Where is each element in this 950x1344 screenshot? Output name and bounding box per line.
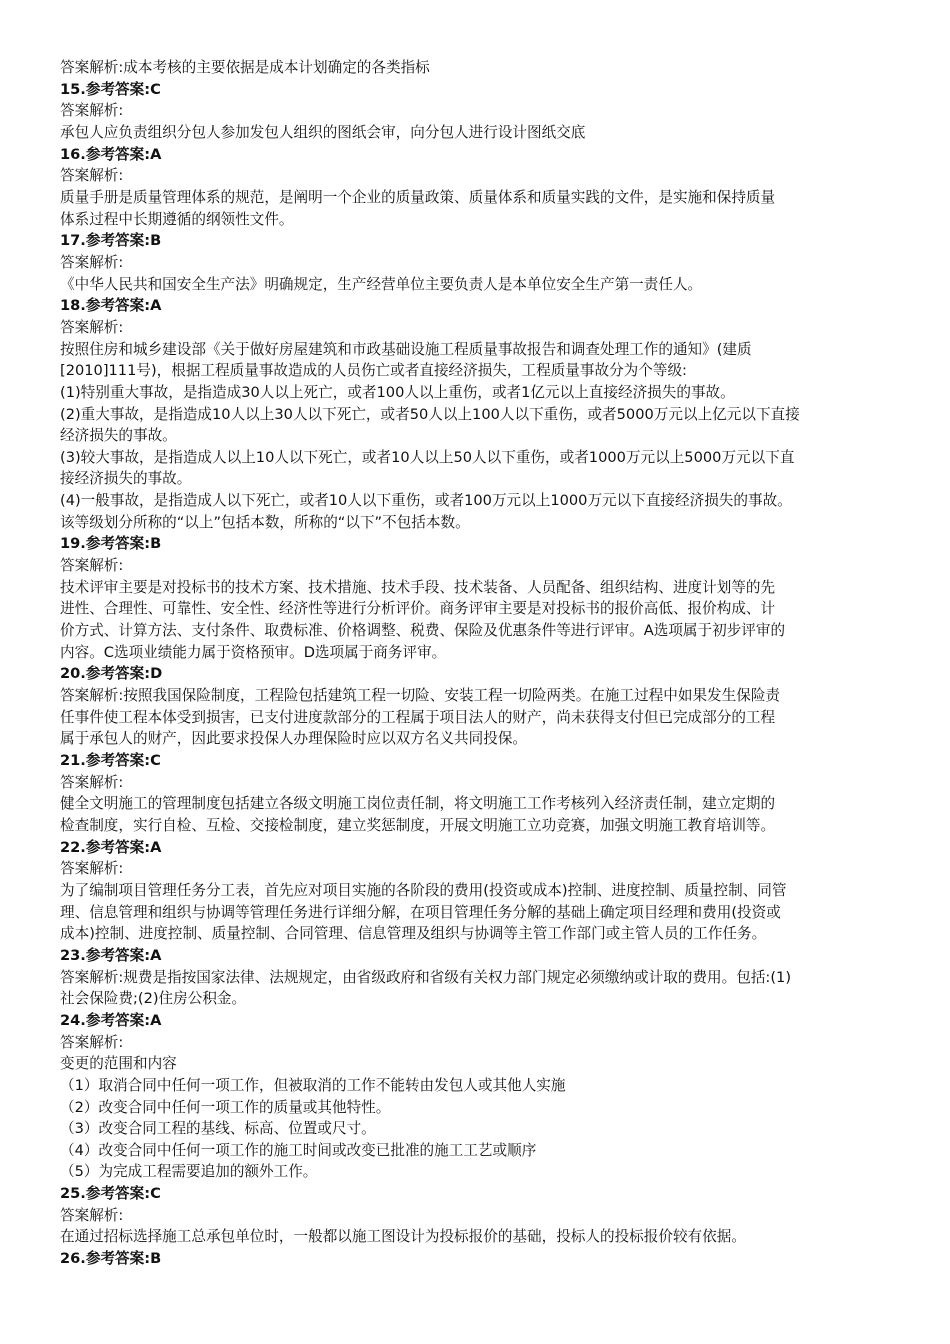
explanation-line: 理、信息管理和组织与协调等管理任务进行详细分解，在项目管理任务分解的基础上确定项目经理和费用(投资或 (60, 903, 781, 921)
explanation-line: 承包人应负责组织分包人参加发包人组织的图纸会审，向分包人进行设计图纸交底 (60, 123, 586, 141)
explanation-line: 《中华人民共和国安全生产法》明确规定，生产经营单位主要负责人是本单位安全生产第一责任人。 (60, 275, 703, 293)
explanation-line: 按照住房和城乡建设部《关于做好房屋建筑和市政基础设施工程质量事故报告和调查处理工作的通知》(建质 (60, 340, 752, 358)
explanation-line: 答案解析: (60, 1033, 124, 1051)
answer-heading: 16.参考答案:A (60, 145, 162, 163)
explanation-line: 价方式、计算方法、支付条件、取费标准、价格调整、税费、保险及优惠条件等进行评审。A选项属于初步评审的 (60, 622, 786, 640)
explanation-line: 进性、合理性、可靠性、安全性、经济性等进行分析评价。商务评审主要是对投标书的报价高低、报价构成、计 (60, 600, 776, 618)
explanation-line: (3)较大事故，是指造成人以上10人以下死亡，或者10人以上50人以下重伤，或者1000万元以上5000万元以下直 (60, 448, 795, 466)
explanation-line: 答案解析:成本考核的主要依据是成本计划确定的各类指标 (60, 59, 430, 76)
answer-heading: 17.参考答案:B (60, 232, 162, 250)
explanation-line: 质量手册是质量管理体系的规范，是阐明一个企业的质量政策、质量体系和质量实践的文件，是实施和保持质量 (60, 188, 776, 206)
explanation-line: 经济损失的事故。 (60, 427, 177, 445)
explanation-line: 答案解析: (60, 773, 124, 791)
explanation-line: 接经济损失的事故。 (60, 470, 192, 488)
explanation-line: 体系过程中长期遵循的纲领性文件。 (60, 210, 294, 228)
explanation-line: 技术评审主要是对投标书的技术方案、技术措施、技术手段、技术装备、人员配备、组织结构、进度计划等的先 (60, 578, 776, 596)
answer-heading: 24.参考答案:A (60, 1011, 162, 1029)
explanation-line: 内容。C选项业绩能力属于资格预审。D选项属于商务评审。 (60, 643, 447, 661)
explanation-line: 答案解析: (60, 557, 124, 575)
explanation-line: 健全文明施工的管理制度包括建立各级文明施工岗位责任制，将文明施工工作考核列入经济责任制，建立定期的 (60, 795, 776, 813)
explanation-line: （3）改变合同工程的基线、标高、位置或尺寸。 (60, 1120, 376, 1138)
explanation-line: 答案解析: (60, 1206, 124, 1224)
answer-heading: 22.参考答案:A (60, 838, 162, 856)
explanation-line: 社会保险费;(2)住房公积金。 (60, 990, 247, 1008)
explanation-line: 为了编制项目管理任务分工表，首先应对项目实施的各阶段的费用(投资或成本)控制、进度控制、质量控制、同管 (60, 881, 787, 899)
explanation-line: （2）改变合同中任何一项工作的质量或其他特性。 (60, 1098, 391, 1116)
explanation-line: 检查制度，实行自检、互检、交接检制度，建立奖惩制度，开展文明施工立功竞赛，加强文明施工教育培训等。 (60, 816, 776, 834)
explanation-line: （4）改变合同中任何一项工作的施工时间或改变已批准的施工工艺或顺序 (60, 1141, 537, 1159)
explanation-line: 在通过招标选择施工总承包单位时，一般都以施工图设计为投标报价的基础，投标人的投标报价较有依据。 (60, 1228, 746, 1246)
explanation-line: 答案解析: (60, 318, 124, 336)
answer-heading: 26.参考答案:B (60, 1250, 162, 1268)
explanation-line: 答案解析:规费是指按国家法律、法规规定，由省级政府和省级有关权力部门规定必须缴纳或计取的费用。包括:(1) (60, 968, 792, 986)
explanation-line: 变更的范围和内容 (60, 1055, 177, 1073)
explanation-line: 属于承包人的财产，因此要求投保人办理保险时应以双方名义共同投保。 (60, 730, 528, 748)
explanation-line: (4)一般事故，是指造成人以下死亡，或者10人以下重伤，或者100万元以上1000万元以下直接经济损失的事故。 (60, 492, 792, 510)
explanation-line: 任事件使工程本体受到损害，已支付进度款部分的工程属于项目法人的财产，尚未获得支付但已完成部分的工程 (60, 708, 776, 726)
explanation-line: 该等级划分所称的“以上”包括本数，所称的“以下”不包括本数。 (60, 513, 470, 531)
answer-heading: 23.参考答案:A (60, 946, 162, 964)
explanation-line: 答案解析: (60, 253, 124, 271)
answer-heading: 15.参考答案:C (60, 80, 161, 98)
explanation-line: 答案解析: (60, 102, 124, 120)
explanation-line: (2)重大事故，是指造成10人以上30人以下死亡，或者50人以上100人以下重伤，或者5000万元以上亿元以下直接 (60, 405, 800, 423)
answer-heading: 25.参考答案:C (60, 1185, 161, 1203)
explanation-line: 成本)控制、进度控制、质量控制、合同管理、信息管理及组织与协调等主管工作部门或主管人员的工作任务。 (60, 925, 767, 943)
answer-heading: 21.参考答案:C (60, 752, 161, 769)
explanation-line: （1）取消合同中任何一项工作，但被取消的工作不能转由发包人或其他人实施 (60, 1076, 566, 1094)
explanation-line: 答案解析:按照我国保险制度，工程险包括建筑工程一切险、安装工程一切险两类。在施工过程中如果发生保险责 (60, 687, 781, 705)
explanation-line: (1)特别重大事故，是指造成30人以上死亡，或者100人以上重伤，或者1亿元以上直接经济损失的事故。 (60, 383, 735, 401)
answer-heading: 20.参考答案:D (60, 665, 163, 683)
explanation-line: 答案解析: (60, 860, 124, 878)
answer-heading: 19.参考答案:B (60, 535, 162, 553)
explanation-line: 答案解析: (60, 167, 124, 185)
explanation-line: [2010]111号)，根据工程质量事故造成的人员伤亡或者直接经济损失，工程质量事故分为个等级: (60, 362, 687, 380)
document-page (60, 57, 892, 1270)
explanation-line: （5）为完成工程需要追加的额外工作。 (60, 1163, 318, 1181)
answer-heading: 18.参考答案:A (60, 297, 162, 315)
